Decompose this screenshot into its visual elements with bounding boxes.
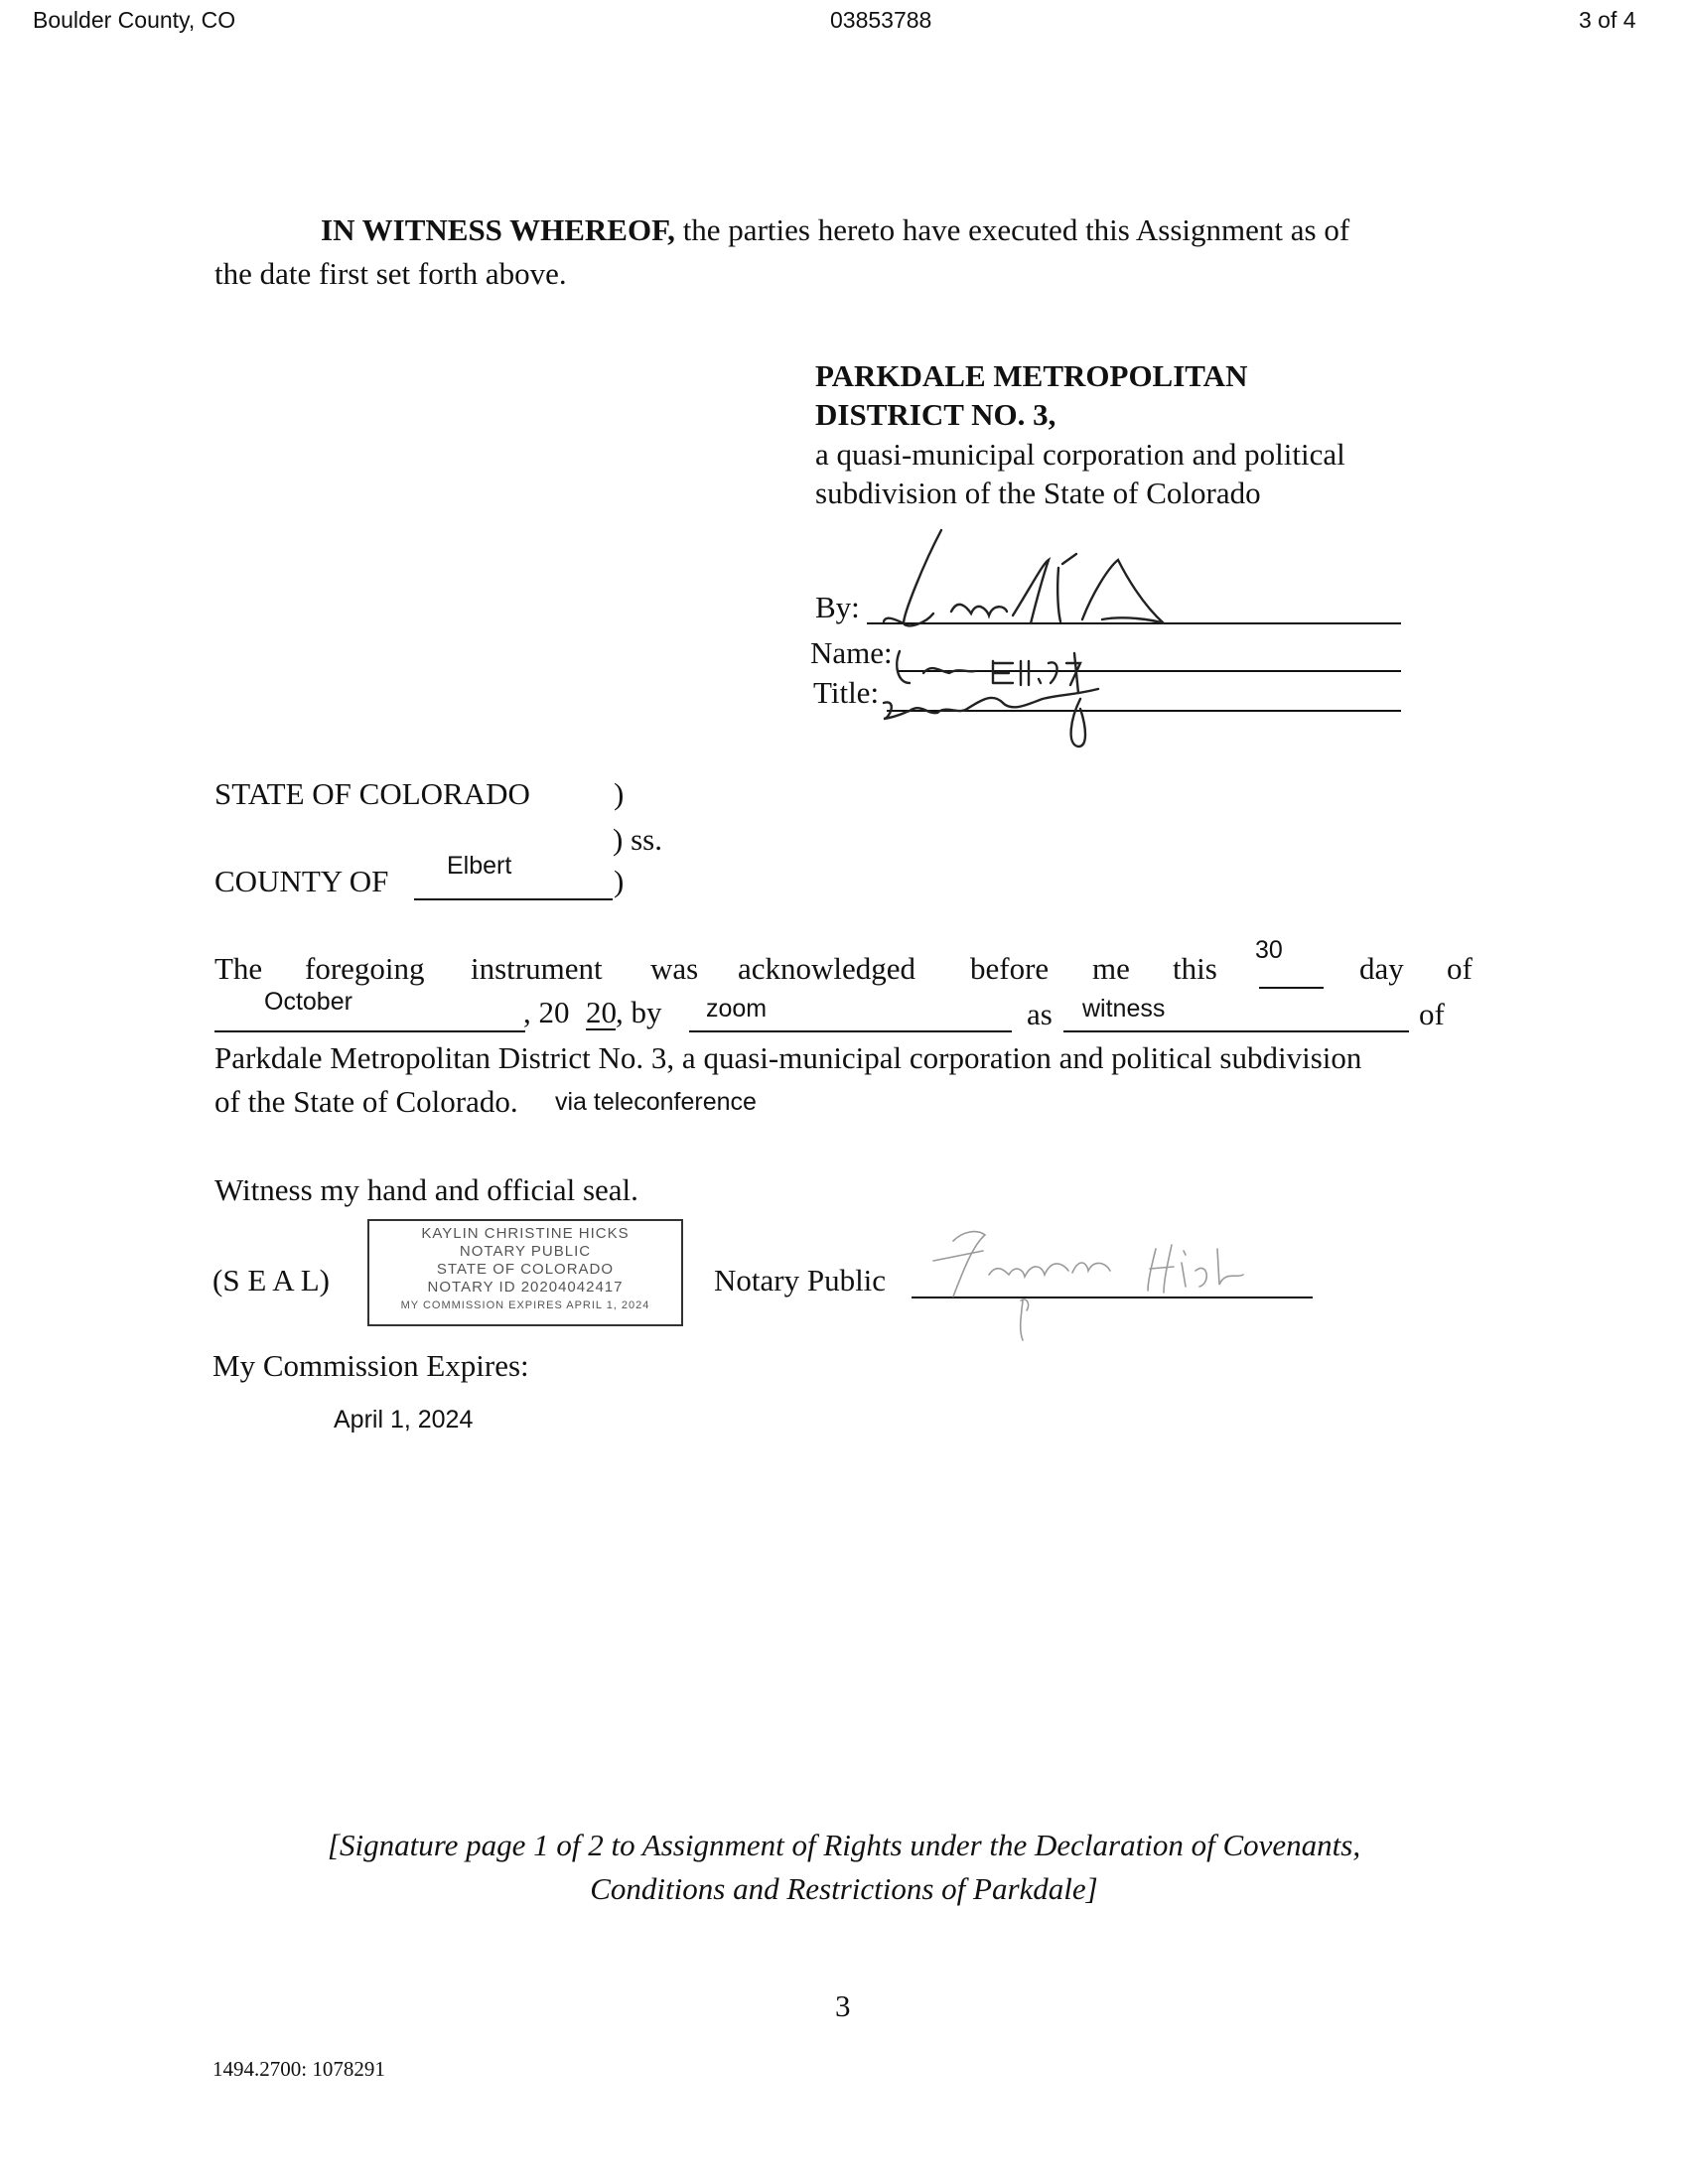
by-line bbox=[689, 1030, 1012, 1032]
stamp-line: MY COMMISSION EXPIRES APRIL 1, 2024 bbox=[400, 1299, 650, 1311]
stamp-name: KAYLIN CHRISTINE HICKS bbox=[421, 1225, 630, 1242]
witness-clause-rest: the parties hereto have executed this Assignment as of bbox=[682, 212, 1350, 247]
commission-value: April 1, 2024 bbox=[334, 1406, 474, 1433]
witness-clause-line1 bbox=[321, 212, 1349, 248]
county-paren: ) bbox=[614, 864, 625, 898]
witness-clause-lead: IN WITNESS WHEREOF, bbox=[321, 212, 675, 247]
ack-word: this bbox=[1173, 951, 1217, 986]
county-label: COUNTY OF bbox=[214, 864, 389, 898]
title-label: Title: bbox=[813, 675, 880, 710]
month-line bbox=[214, 1030, 525, 1032]
stamp-line: NOTARY ID 20204042417 bbox=[427, 1279, 624, 1296]
entity-desc-line1: a quasi-municipal corporation and political bbox=[815, 437, 1345, 472]
day-value: 30 bbox=[1255, 936, 1283, 964]
page-counter: 3 of 4 bbox=[1579, 7, 1636, 33]
state-paren: ) bbox=[614, 776, 625, 811]
handwritten-signature bbox=[864, 524, 1192, 752]
reception-number: 03853788 bbox=[830, 7, 932, 33]
stamp-line: NOTARY PUBLIC bbox=[459, 1243, 592, 1260]
county-line bbox=[414, 898, 613, 900]
recording-county: Boulder County, CO bbox=[33, 7, 236, 33]
year-prefix: , 20 bbox=[523, 995, 570, 1029]
commission-label: My Commission Expires: bbox=[212, 1348, 529, 1383]
seal-label: (S E A L) bbox=[212, 1263, 330, 1297]
ack-word: before bbox=[970, 951, 1050, 986]
month-value: October bbox=[264, 988, 352, 1016]
of-label: of bbox=[1419, 997, 1445, 1031]
ack-line3: Parkdale Metropolitan District No. 3, a quasi-municipal corporation and political subdivision bbox=[214, 1040, 1362, 1075]
signature-page-caption-line2: Conditions and Restrictions of Parkdale] bbox=[590, 1871, 1098, 1906]
ack-word: acknowledged bbox=[738, 951, 916, 986]
document-id: 1494.2700: 1078291 bbox=[212, 2057, 385, 2081]
entity-name-line1: PARKDALE METROPOLITAN bbox=[815, 358, 1248, 393]
year-value: 20 bbox=[586, 995, 617, 1029]
by-value: zoom bbox=[706, 995, 768, 1023]
ack-word: was bbox=[650, 951, 699, 986]
entity-desc-line2: subdivision of the State of Colorado bbox=[815, 476, 1261, 510]
by-text: , by bbox=[616, 995, 662, 1029]
as-value: witness bbox=[1082, 995, 1166, 1023]
notary-stamp bbox=[367, 1219, 683, 1326]
ack-word: me bbox=[1092, 951, 1130, 986]
ack-word: day bbox=[1359, 951, 1404, 986]
name-label: Name: bbox=[810, 635, 893, 670]
stamp-line: STATE OF COLORADO bbox=[436, 1261, 615, 1278]
ack-line4-note: via teleconference bbox=[555, 1088, 757, 1116]
county-value: Elbert bbox=[447, 852, 512, 880]
ack-word: of bbox=[1447, 951, 1473, 986]
ack-word: The bbox=[214, 951, 263, 986]
entity-name-line2: DISTRICT NO. 3, bbox=[815, 397, 1056, 432]
ack-word: foregoing bbox=[305, 951, 425, 986]
notary-public-label: Notary Public bbox=[714, 1263, 887, 1297]
witness-hand-line: Witness my hand and official seal. bbox=[214, 1172, 638, 1207]
ack-line4: of the State of Colorado. bbox=[214, 1084, 518, 1119]
as-line bbox=[1063, 1030, 1409, 1032]
ack-word: instrument bbox=[471, 951, 603, 986]
signature-page-caption-line1: [Signature page 1 of 2 to Assignment of Rights under the Declaration of Covenants, bbox=[327, 1828, 1361, 1862]
day-line bbox=[1259, 987, 1324, 989]
state-label: STATE OF COLORADO bbox=[214, 776, 530, 811]
page-number: 3 bbox=[835, 1988, 851, 2023]
year-line bbox=[586, 1028, 616, 1030]
witness-clause-line2: the date first set forth above. bbox=[214, 256, 567, 291]
by-label: By: bbox=[815, 590, 860, 624]
notary-signature bbox=[894, 1201, 1291, 1340]
ss-label: ) ss. bbox=[613, 822, 662, 857]
as-label: as bbox=[1027, 997, 1053, 1031]
